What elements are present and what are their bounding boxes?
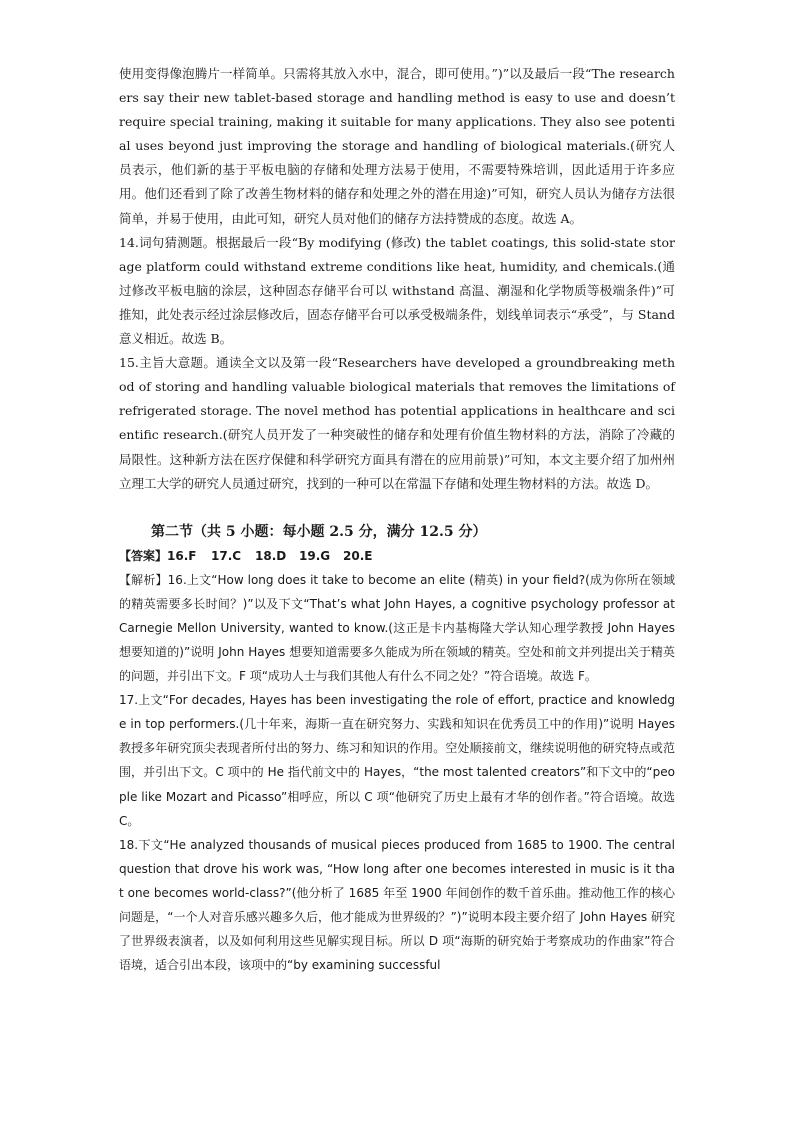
paragraph-q14: 14.词句猜测题。根据最后一段“By modifying (修改) the tablet coatings, this solid-state storage platform could withstand extreme conditions like heat, humidity, and chemicals.(通过修改平板电脑的涂层，这种固态存储平台可以 withstand 高温、潮湿和化学物质等极端条件)”可推知，此处表示经过涂层修改后，固态存储平台可以承受极端条件，划线单词表示“承受”，与 Stand 意义相近。故选 B。 [119,234,675,347]
document-page [119,62,675,977]
section-spacer [119,496,675,520]
answer-label: 【答案】 [119,548,168,563]
answer-17: 17.C [211,548,242,563]
section-2-title: 第二节（共 5 小题：每小题 2.5 分，满分 12.5 分） [151,523,487,540]
answer-19: 19.G [299,548,331,563]
answer-line [119,544,675,568]
paragraph-q13-tail: 使用变得像泡腾片一样简单。只需将其放入水中，混合，即可使用。”)”以及最后一段“The researchers say their new tablet-based storage and handling method is easy to use and doesn’t require special training, making it suitable for many applications. They also see potential uses beyond just improving the storage and handling of biological materials.(研究人员表示，他们新的基于平板电脑的存储和处理方法易于使用，不需要特殊培训，因此适用于许多应用。他们还看到了除了改善生物材料的储存和处理之外的潜在用途)”可知，研究人员认为储存方法很简单，并易于使用，由此可知，研究人员对他们的储存方法持赞成的态度。故选 A。 [119,66,675,226]
paragraph-q18: 18.下文“He analyzed thousands of musical pieces produced from 1685 to 1900. The central question that drove his work was, “How long after one becomes interested in music is it that one becomes world-class?”(他分析了 1685 年至 1900 年间创作的数千首乐曲。推动他工作的核心问题是，“一个人对音乐感兴趣多久后，他才能成为世界级的？”)”说明本段主要介绍了 John Hayes 研究了世界级表演者，以及如何利用这些见解实现目标。所以 D 项“海斯的研究始于考察成功的作曲家”符合语境，适合引出本段，该项中的“by examining successful [119,837,675,973]
paragraph-q17: 17.上文“For decades, Hayes has been investigating the role of effort, practice and knowledge in top performers.(几十年来，海斯一直在研究努力、实践和知识在优秀员工中的作用)”说明 Hayes 教授多年研究顶尖表现者所付出的努力、练习和知识的作用。空处顺接前文，继续说明他的研究特点或范围，并引出下文。C 项中的 He 指代前文中的 Hayes，“the most talented creators”和下文中的“people like Mozart and Picasso”相呼应，所以 C 项“他研究了历史上最有才华的创作者。”符合语境。故选 C。 [119,693,675,828]
paragraph-q16: 【解析】16.上文“How long does it take to become an elite (精英) in your field?(成为你所在领域的精英需要多长时间？)”以及下文“That’s what John Hayes, a cognitive psychology professor at Carnegie Mellon University, wanted to know.(这正是卡内基梅隆大学认知心理学教授 John Hayes 想要知道的)”说明 John Hayes 想要知道需要多久能成为所在领域的精英。空处和前文并列提出关于精英的问题，并引出下文。F 项“成功人士与我们其他人有什么不同之处？”符合语境。故选 F。 [119,572,675,684]
answer-16: 16.F [167,548,197,563]
answer-20: 20.E [343,548,373,563]
paragraph-q15: 15.主旨大意题。通读全文以及第一段“Researchers have developed a groundbreaking method of storing and handling valuable biological materials that removes the limitations of refrigerated storage. The novel method has potential applications in healthcare and scientific research.(研究人员开发了一种突破性的储存和处理有价值生物材料的方法，消除了冷藏的局限性。这种新方法在医疗保健和科学研究方面具有潜在的应用前景)”可知，本文主要介绍了加州州立理工大学的研究人员通过研究，找到的一种可以在常温下存储和处理生物材料的方法。故选 D。 [119,355,675,491]
answer-18: 18.D [255,548,287,563]
